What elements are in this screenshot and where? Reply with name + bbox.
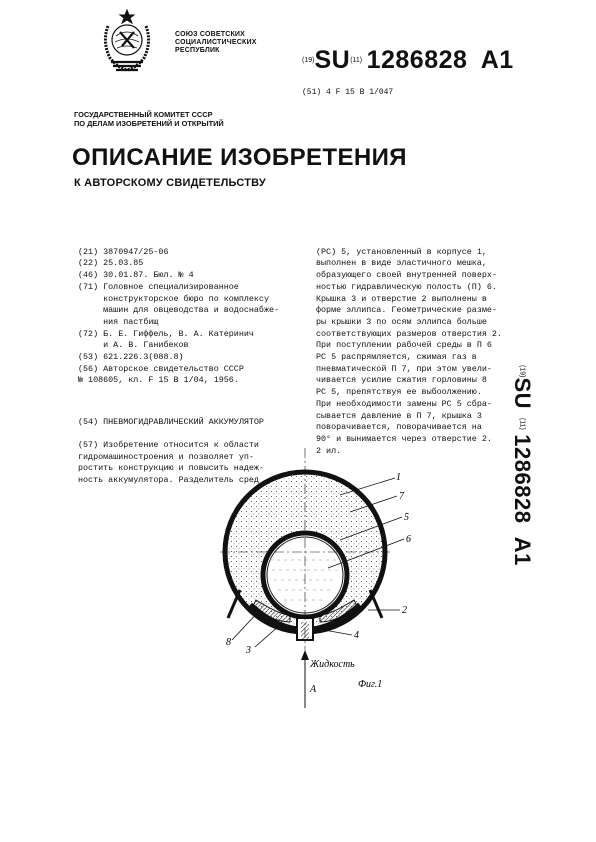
biblio-line: (53) 621.226.3(088.8) [78, 352, 184, 363]
abstract-line: форме эллипса. Геометрические разме- [316, 305, 497, 316]
ipc-class: (51) 4 F 15 B 1/047 [302, 88, 394, 97]
abstract-line: 90° и вынимается через отверстие 2. [316, 433, 492, 444]
ussr-emblem-icon [96, 6, 158, 76]
figure-caption: Фиг.1 [358, 679, 383, 690]
abstract-line: выполнен в виде эластичного мешка, [316, 258, 487, 269]
part-label: 6 [406, 534, 411, 545]
accumulator-figure [200, 440, 440, 720]
abstract-line: (57) Изобретение относится к области [78, 439, 259, 450]
org-line: РЕСПУБЛИК [175, 47, 220, 54]
committee [74, 110, 224, 128]
side-patent-number [509, 365, 535, 566]
side-code-19: (19) [518, 365, 526, 378]
invention-title: (54) ПНЕВМОГИДРАВЛИЧЕСКИЙ АККУМУЛЯТОР [78, 416, 264, 427]
part-label: 4 [354, 630, 359, 641]
flow-arrow [301, 650, 309, 708]
liquid-label: Жидкость [310, 659, 355, 670]
mount-leg-left [228, 590, 240, 618]
abstract-line: образующего своей внутренней поверх- [316, 270, 497, 281]
mount-leg-right [370, 590, 382, 618]
kind-code: A1 [480, 46, 514, 74]
patent-number: 1286828 [366, 46, 468, 74]
abstract-line: ность аккумулятора. Разделитель сред [78, 475, 259, 486]
part-label: 2 [402, 605, 407, 616]
abstract-line: ры крышки 3 по осям эллипса больше [316, 316, 487, 327]
document-title: ОПИСАНИЕ ИЗОБРЕТЕНИЯ [72, 144, 407, 171]
side-country: SU [510, 377, 535, 410]
abstract-line: пневматической П 7, при этом увели- [316, 363, 492, 374]
biblio-line: № 108605, кл. F 15 B 1/04, 1956. [78, 375, 239, 386]
abstract-line: (РС) 5, установленный в корпусе 1, [316, 246, 487, 257]
biblio-line: (22) 25.03.85 [78, 258, 144, 269]
committee-line: ПО ДЕЛАМ ИЗОБРЕТЕНИЙ И ОТКРЫТИЙ [74, 119, 224, 128]
publication-number [302, 46, 514, 75]
biblio-line: (56) Авторское свидетельство СССР [78, 363, 244, 374]
biblio-line: и А. В. Ганибеков [78, 340, 189, 351]
committee-line: ГОСУДАРСТВЕННЫЙ КОМИТЕТ СССР [74, 110, 213, 119]
abstract-line: РС 5, препятствуя ее выбоолжению. [316, 387, 482, 398]
biblio-line: конструкторское бюро по комплексу [78, 293, 269, 304]
part-label: 1 [396, 472, 401, 483]
abstract-line: При необходимости замены РС 5 сбра- [316, 398, 492, 409]
abstract-line: При поступлении рабочей среды в П 6 [316, 340, 492, 351]
biblio-line: (71) Головное специализированное [78, 281, 239, 292]
part-label: 7 [399, 491, 404, 502]
abstract-line: ростить конструкцию и повысить надеж- [78, 463, 264, 474]
abstract-line: поворачивается, поворачивается на [316, 422, 482, 433]
abstract-line: РС 5 распрямляется, сжимая газ в [316, 352, 477, 363]
abstract-line: Крышка 3 и отверстие 2 выполнены в [316, 293, 487, 304]
abstract-line: ностью гидравлическую полость (П) 6. [316, 281, 497, 292]
org-name [175, 31, 257, 55]
part-label: 8 [226, 637, 231, 648]
abstract-line: сывается давление в П 7, крышка 3 [316, 410, 482, 421]
code-11: (11) [350, 57, 363, 64]
biblio-line: (21) 3870947/25-06 [78, 246, 169, 257]
abstract-line: соответствующих размеров отверстия 2. [316, 328, 502, 339]
side-code-11: (11) [518, 417, 526, 430]
arrow-label: А [310, 684, 317, 695]
biblio-line: ния пастбищ [78, 316, 159, 327]
document-subtitle: К АВТОРСКОМУ СВИДЕТЕЛЬСТВУ [74, 177, 266, 189]
biblio-line: (46) 30.01.87. Бюл. № 4 [78, 270, 194, 281]
abstract-line: гидромашиностроения и позволяет уп- [78, 451, 254, 462]
abstract-line: 2 ил. [316, 445, 342, 456]
code-19: (19) [302, 57, 315, 64]
org-line: СОЮЗ СОВЕТСКИХ [175, 31, 246, 38]
biblio-line: (72) Б. Е. Гиффель, В. А. Катеринич [78, 328, 254, 339]
side-number: 1286828 [510, 434, 535, 524]
country-code: SU [314, 46, 351, 74]
part-label: 5 [404, 512, 409, 523]
biblio-line: машин для овцеводства и водоснабже- [78, 305, 280, 316]
side-kind: A1 [510, 536, 535, 566]
part-label: 3 [246, 645, 251, 656]
right-column [316, 235, 502, 469]
org-line: СОЦИАЛИСТИЧЕСКИХ [175, 39, 257, 46]
abstract-line: чивается усилие сжатия горловины 8 [316, 375, 487, 386]
